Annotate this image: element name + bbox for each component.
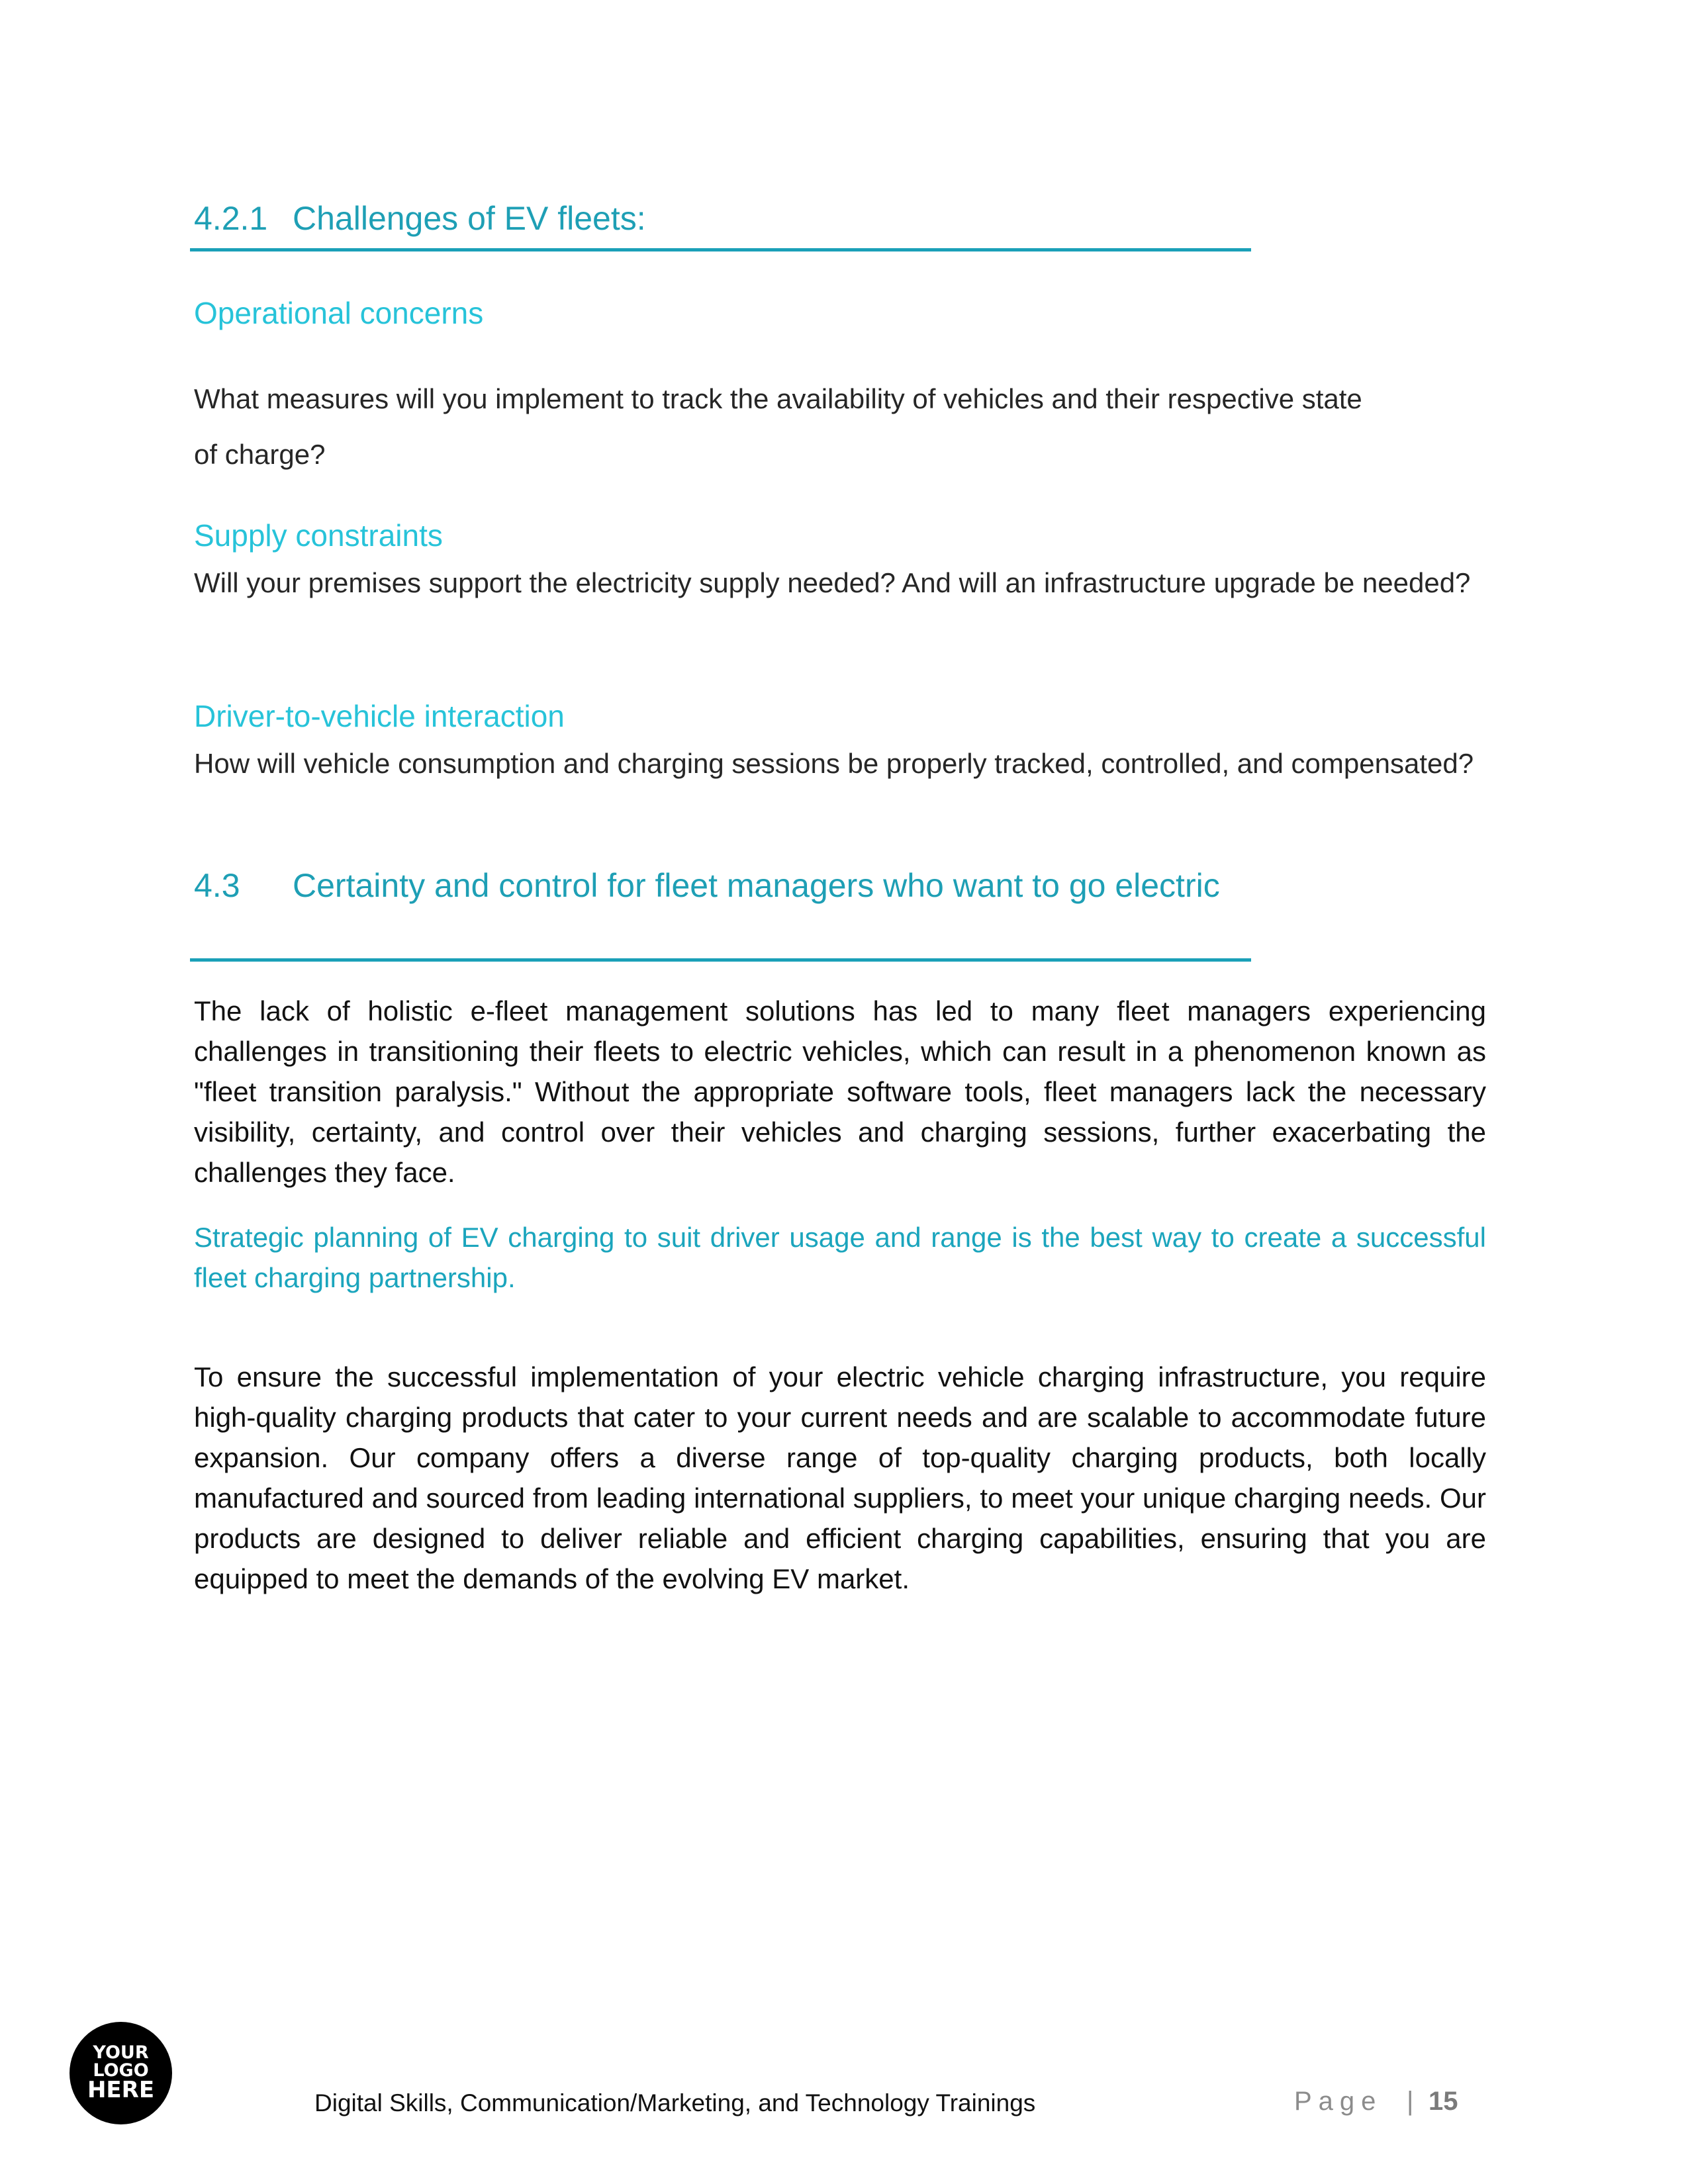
body-paragraph-1: The lack of holistic e-fleet management solutions has led to many fleet managers experiencing challenges in transitioning their fleets to electric vehicles, which can result in a phenomenon known as "fleet transition paralysis." Without the appropriate software tools, fleet managers lack the necessary visibility, certainty, and control over their vehicles and charging sessions, further exacerbating the challenges they face. <box>194 995 1486 1188</box>
logo-line-3: HERE <box>87 2077 155 2104</box>
subheading-supply: Supply constraints <box>194 518 443 553</box>
page-separator: | <box>1407 2087 1414 2116</box>
page-number: 15 <box>1429 2087 1458 2116</box>
supply-body: Will your premises support the electricity supply needed? And will an infrastructure upgrade be needed? <box>194 567 1471 598</box>
subheading-operational: Operational concerns <box>194 296 484 330</box>
logo-badge <box>70 2022 172 2124</box>
body-paragraph-2: To ensure the successful implementation of your electric vehicle charging infrastructure, you require high-quality charging products that cater to your current needs and are scalable to accommodate future expansion. Our company offers a diverse range of top-quality charging products, both locally manufactured and sourced from leading international suppliers, to meet your unique charging needs. Our products are designed to deliver reliable and efficient charging capabilities, ensuring that you are equipped to meet the demands of the evolving EV market. <box>194 1361 1486 1594</box>
page-label: Page <box>1294 2087 1383 2116</box>
driver-body: How will vehicle consumption and charging sessions be properly tracked, controlled, and compensated? <box>194 748 1474 779</box>
logo-line-1: YOUR <box>93 2042 149 2064</box>
callout-text: Strategic planning of EV charging to suit driver usage and range is the best way to create a successful fleet charging partnership. <box>194 1222 1486 1293</box>
logo-line-2: LOGO <box>93 2060 149 2081</box>
heading-underline <box>190 248 1251 251</box>
section-title: Challenges of EV fleets: <box>293 200 646 237</box>
heading-underline-43 <box>190 958 1251 962</box>
subheading-driver: Driver-to-vehicle interaction <box>194 699 565 733</box>
operational-body-line1: What measures will you implement to track the availability of vehicles and their respective state <box>194 383 1362 414</box>
operational-body-line2: of charge? <box>194 439 326 470</box>
section-title-43: Certainty and control for fleet managers who want to go electric <box>293 867 1220 904</box>
footer-text: Digital Skills, Communication/Marketing, and Technology Trainings <box>314 2089 1036 2116</box>
section-number-43: 4.3 <box>194 867 240 904</box>
section-number: 4.2.1 <box>194 200 268 237</box>
